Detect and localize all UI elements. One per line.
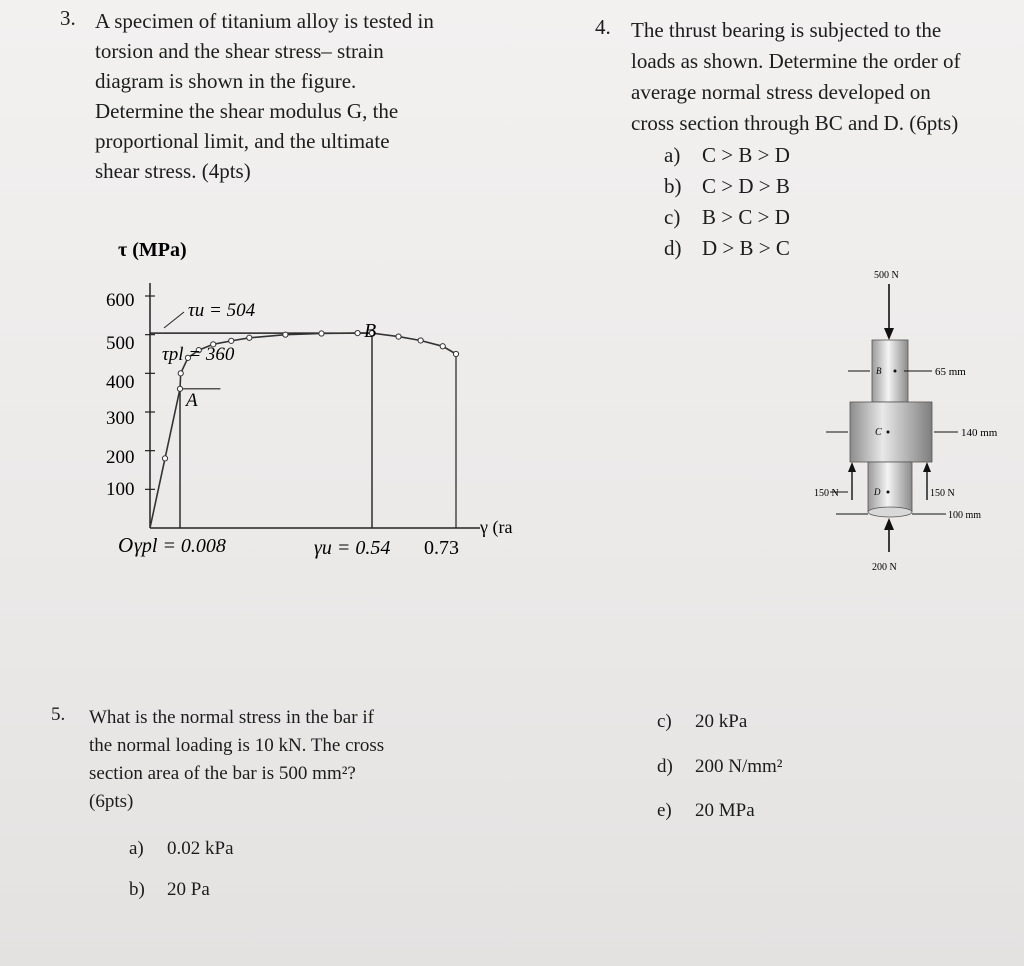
dim-65-label: 65 mm — [935, 366, 966, 378]
point-d-label: D — [874, 487, 881, 497]
y-tick-400: 400 — [106, 372, 135, 393]
x-tick-gamma-pl: γpl = 0.008 — [134, 535, 226, 557]
data-point-2 — [177, 386, 182, 391]
x-axis-label: γ (ra — [480, 517, 513, 537]
chart-ticks — [106, 290, 512, 559]
data-point-11 — [355, 331, 360, 336]
point-c-dot — [887, 431, 890, 434]
data-point-15 — [440, 344, 445, 349]
load-top-label: 500 N — [874, 270, 899, 281]
q3-number: 3. — [60, 6, 76, 30]
point-b-dot — [894, 370, 897, 373]
load-top-arrowhead — [884, 328, 894, 340]
data-point-3 — [178, 371, 183, 376]
lower-shaft-end — [868, 507, 912, 517]
point-b-label: B — [876, 366, 882, 376]
load-right-arrowhead — [923, 462, 931, 472]
q4-option-a[interactable]: a) C > B > D — [664, 143, 790, 167]
load-bottom-label: 200 N — [872, 562, 897, 573]
q4-text: The thrust bearing is subjected to the loads as shown. Determine the order of average normal stress developed on cross section through BC and D. (6pts) — [631, 18, 961, 135]
load-left-arrowhead — [848, 462, 856, 472]
chart-annotations — [162, 300, 376, 411]
y-tick-600: 600 — [106, 290, 135, 311]
q4-option-d[interactable]: d) D > B > C — [664, 236, 790, 260]
annotation-point-b: B — [364, 320, 377, 342]
x-tick-073: 0.73 — [424, 537, 459, 559]
data-point-16 — [453, 351, 458, 356]
x-tick-origin: O — [118, 533, 134, 557]
load-bottom-arrowhead — [884, 518, 894, 530]
load-right-label: 150 N — [930, 488, 955, 499]
annotation-point-a: A — [186, 390, 198, 411]
q5-text: What is the normal stress in the bar if the normal loading is 10 kN. The cross section area of the bar is 500 mm²? (6pts) — [89, 707, 385, 812]
q5-option-e[interactable]: e) 20 MPa — [657, 800, 755, 821]
q4-option-b[interactable]: b) C > D > B — [664, 174, 790, 198]
q4-number: 4. — [595, 15, 611, 39]
collar — [850, 402, 932, 462]
data-point-7 — [229, 338, 234, 343]
thrust-bearing-figure — [800, 262, 1024, 582]
y-axis-label: τ (MPa) — [118, 239, 187, 261]
q4-option-c[interactable]: c) B > C > D — [664, 205, 790, 229]
data-point-1 — [162, 456, 167, 461]
annotation-tau-u: τu = 504 — [188, 300, 256, 321]
q5-option-a[interactable]: a) 0.02 kPa — [129, 838, 234, 859]
annotation-tau-pl: τpl = 360 — [162, 344, 235, 365]
y-tick-300: 300 — [106, 408, 135, 429]
data-point-10 — [319, 331, 324, 336]
q5-number: 5. — [51, 704, 66, 725]
y-tick-500: 500 — [106, 333, 135, 354]
shear-stress-strain-chart — [100, 228, 530, 568]
data-point-13 — [396, 334, 401, 339]
data-point-8 — [247, 335, 252, 340]
q5-option-d[interactable]: d) 200 N/mm² — [657, 756, 783, 777]
q3-text: A specimen of titanium alloy is tested in torsion and the shear stress– strain diagram is shown in the figure. Determine the shear modulus G, the proportional limit, and the ultimate shear stress. (4pts) — [95, 9, 434, 183]
data-point-9 — [283, 332, 288, 337]
q5-option-b[interactable]: b) 20 Pa — [129, 879, 210, 900]
data-point-14 — [418, 338, 423, 343]
x-tick-gamma-u: γu = 0.54 — [314, 537, 391, 559]
load-left-label: 150 N — [814, 488, 839, 499]
point-c-label: C — [875, 427, 882, 438]
point-d-dot — [887, 491, 890, 494]
q5-option-c[interactable]: c) 20 kPa — [657, 711, 748, 732]
annotation-tau-u-leader — [164, 312, 184, 328]
y-tick-200: 200 — [106, 447, 135, 468]
dim-140-label: 140 mm — [961, 427, 998, 439]
y-tick-100: 100 — [106, 479, 135, 500]
dim-100-label: 100 mm — [948, 510, 982, 521]
